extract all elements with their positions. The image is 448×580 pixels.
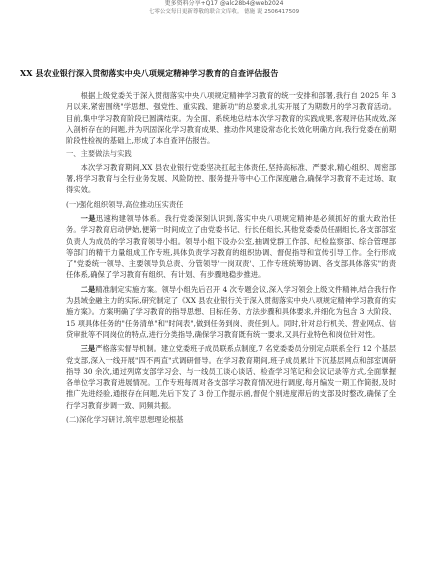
paragraph-2 — [66, 284, 396, 340]
document-body — [66, 90, 396, 428]
intro-paragraph: 根据上级党委关于深入贯彻落实中央八项规定精神学习教育的统一安排和部署,我行自 2025 年 3 月以来,紧密围绕"学思想、强党性、重实践、建新功"的总要求,扎实开展了为期数月的学习教育活动。 目前,集中学习教育阶段已圆满结束。为全面、系统地总结本次学习教育的实践成果,客观评估其成效,深入剖析存在的问题,并为巩固深化学习教育成果、推动作风建设常态化长效化明确方向,我行党委在前期阶段性检视的基础上,形成了本自查评估报告。 — [66, 91, 396, 146]
paragraph-1 — [66, 213, 396, 281]
paragraph-3-text: 严格落实督导机制。建立党委班子成员联系点制度,7 名党委委员分别定点联系全行 12 个基层党支部,深入一线开展"四不两直"式调研督导。在学习教育期间,班子成员累计下沉基层网点和部室调研指导 30 余次,通过列席支部学习会、与一线员工谈心谈话、检查学习笔记和会议记录等方式,全面掌握各单位学习教育进展情况。工作专班每周对各支部学习教育情况进行调度,每月编发一期工作简报,及时推广先进经验,通报存在问题,先后下发了 3 份工作提示函,督促个别进度滞后的支部及时整改,确保了全行学习教育步调一致、同频共振。 — [66, 344, 396, 410]
section-1-intro: 本次学习教育期间,XX 县农业银行党委坚决扛起主体责任,坚持高标准、严要求,精心组织、周密部署,将学习教育与全行业务发展、风险防控、服务提升等中心工作深度融合,确保学习教育不走过场、取得实效。 — [66, 162, 396, 195]
paragraph-3 — [66, 343, 396, 411]
paragraph-2-text: 精准制定实施方案。领导小组先后召开 4 次专题会议,深入学习领会上级文件精神,结合我行作为县域金融主力的实际,研究制定了《XX 县农业银行关于深入贯彻落实中央八项规定精神学习教育的实施方案》。方案明确了学习教育的指导思想、目标任务、方法步骤和具体要求,并细化为包含 3 大阶段、15 项具体任务的"任务清单"和"时间表",做到任务到岗、责任到人。同时,针对总行机关、营业网点、信贷审批等不同岗位的特点,进行分类指导,确保学习教育既有统一要求,又具行业特色和岗位针对性。 — [66, 284, 396, 339]
document-title: XX 县农业银行深入贯彻落实中央八项规定精神学习教育的自查评估报告 — [20, 68, 279, 78]
subsection-heading-2: (二)深化学习研讨,筑牢思想理论根基 — [66, 415, 184, 425]
subsection-heading-1: (一)强化组织领导,高位推动压实责任 — [66, 199, 184, 209]
paragraph-3-lead: 三是 — [80, 344, 96, 354]
section-heading-1: 一、主要做法与实践 — [66, 149, 132, 159]
page-header — [0, 0, 448, 22]
paragraph-1-lead: 一是 — [80, 213, 96, 223]
paragraph-2-lead: 二是 — [80, 284, 96, 294]
header-line-1: 更多资料分享+Q17 @alc28b4@web2024 — [164, 0, 284, 7]
header-line-2: 七零公交每日更新尊敬的联合文库收。 德施 说 2506417509 — [148, 9, 300, 15]
paragraph-1-text: 迅速构建领导体系。我行党委深刻认识到,落实中央八项规定精神是必须抓好的重大政治任务。学习教育启动伊始,便第一时间成立了由党委书记、行长任组长,其他党委委员任副组长,各支部部室负责人为成员的学习教育领导小组。领导小组下设办公室,抽调党群工作部、纪检监察部、综合管理部等部门的精干力量组成工作专班,具体负责学习教育的组织协调、督促指导和宣传引导工作。全行形成了"党委统一领导、主要领导负总责、分管领导'一岗双责'、工作专班统筹协调、各支部具体落实"的责任体系,确保了学习教育有组织、有计划、有步骤地稳步推进。 — [66, 213, 396, 280]
